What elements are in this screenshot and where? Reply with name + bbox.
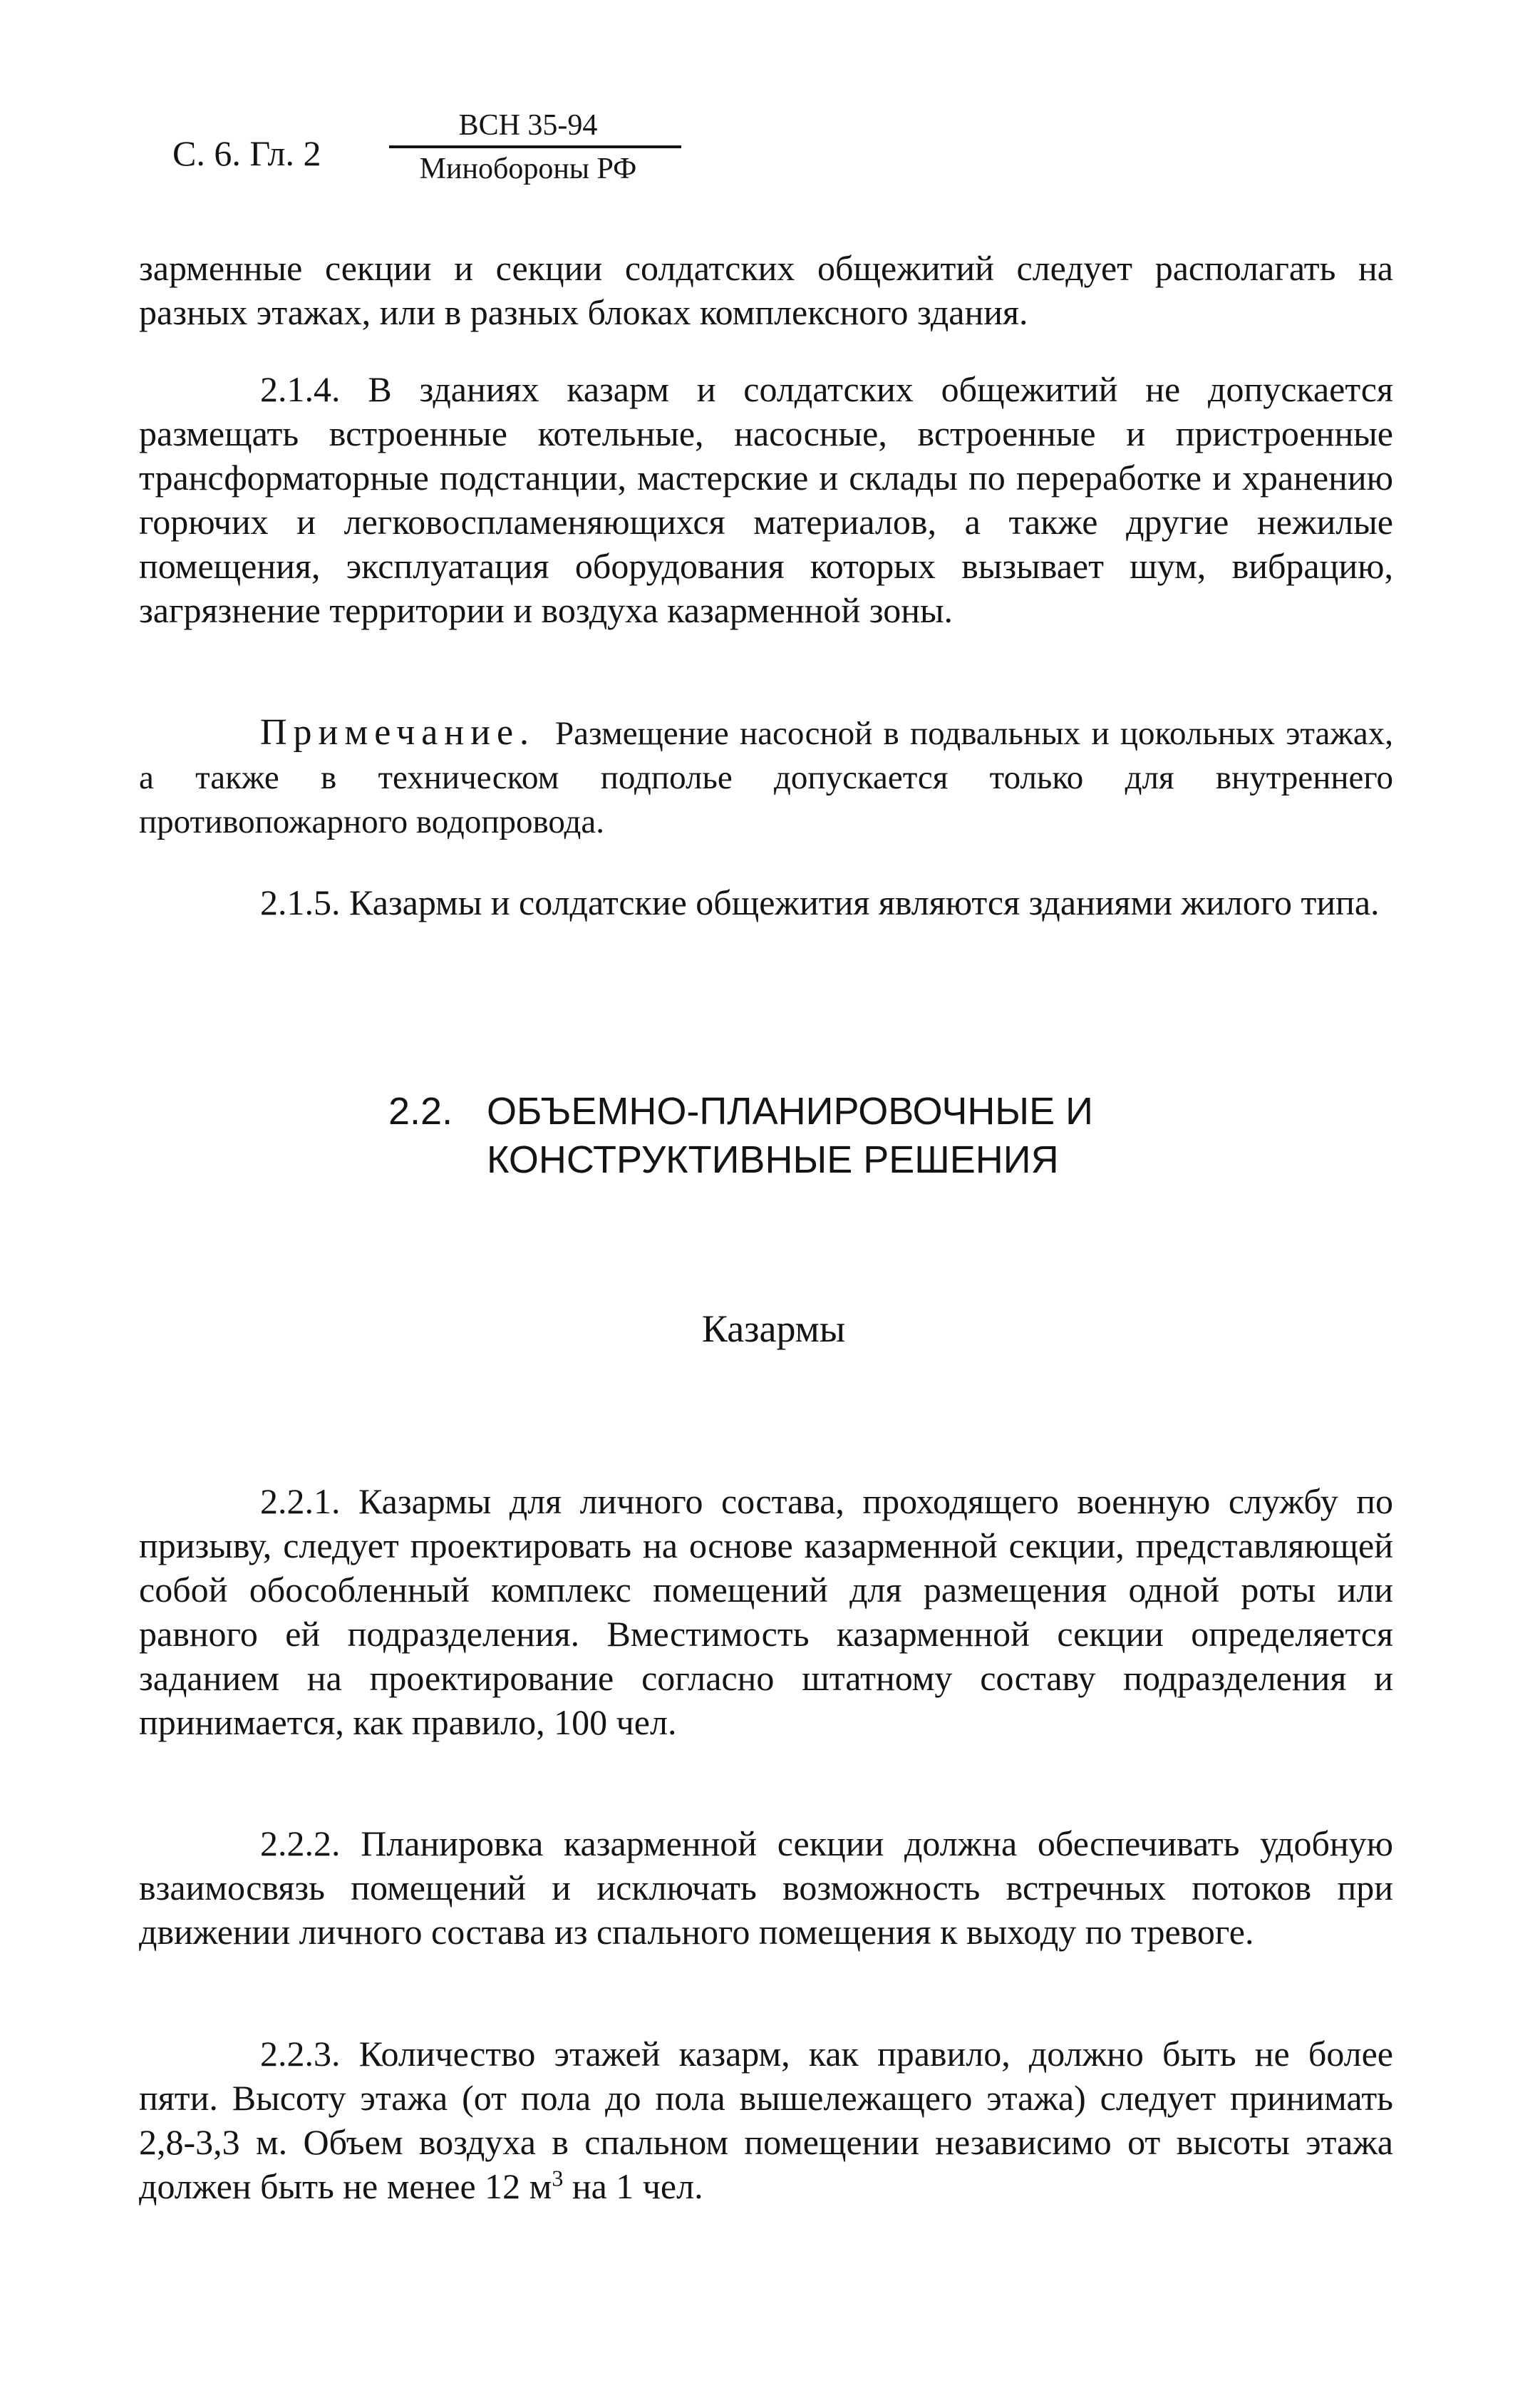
paragraph-2-2-3 bbox=[139, 2032, 1393, 2208]
document-code: ВСН 35-94 bbox=[458, 109, 598, 142]
section-title-line-1: ОБЪЕМНО-ПЛАНИРОВОЧНЫЕ И bbox=[487, 1090, 1093, 1133]
paragraph-2-2-2: 2.2.2. Планировка казарменной секции должна обеспечивать удобную взаимосвязь помещений и исключать возможность встречных потоков при движении личного состава из спального помещения к выходу по тревоге. bbox=[139, 1823, 1393, 1952]
note-label: Примечание. bbox=[260, 712, 536, 753]
paragraph-2-2-1: 2.2.1. Казармы для личного состава, проходящего военную службу по призыву, следует проектировать на основе казарменной секции, представляющей собой обособленный комплекс помещений для размещения одной роты или равного ей подразделения. Вместимость казарменной секции определяется заданием на проектирование согласно штатному составу подразделения и принимается, как правило, 100 чел. bbox=[139, 1481, 1393, 1742]
section-title-line-2: КОНСТРУКТИВНЫЕ РЕШЕНИЯ bbox=[487, 1138, 1059, 1181]
note-text: Размещение насосной в подвальных и цокольных этажах, а также в техническом подполье допускается только для внутреннего противопожарного водопровода. bbox=[139, 715, 1393, 840]
note-paragraph bbox=[139, 711, 1393, 844]
page-reference: С. 6. Гл. 2 bbox=[172, 133, 321, 173]
paragraph-continuation: зарменные секции и секции солдатских общежитий следует располагать на разных этажах, или в разных блоках комплексного здания. bbox=[139, 248, 1393, 332]
paragraph-2-1-4: 2.1.4. В зданиях казарм и солдатских общежитий не допускается размещать встроенные котельные, насосные, встроенные и пристроенные трансформаторные подстанции, мастерские и склады по переработке и хранению горючих и легковоспламеняющихся материалов, а также другие нежилые помещения, эксплуатация оборудования которых вызывает шум, вибрацию, загрязнение территории и воздуха казарменной зоны. bbox=[139, 369, 1393, 630]
cubic-superscript: 3 bbox=[552, 2165, 564, 2191]
document-designation bbox=[375, 105, 681, 190]
paragraph-2-1-5: 2.1.5. Казармы и солдатские общежития являются зданиями жилого типа. bbox=[260, 882, 1380, 922]
subheading-barracks: Казармы bbox=[701, 1307, 846, 1350]
paragraph-2-2-3-end: на 1 чел. bbox=[563, 2166, 703, 2206]
issuing-organization: Минобороны РФ bbox=[419, 153, 637, 185]
section-number: 2.2. bbox=[388, 1090, 453, 1133]
paragraph-2-2-3-body: 2.2.3. Количество этажей казарм, как правило, должно быть не более пяти. Высоту этажа (от пола до пола вышележащего этажа) следует принимать 2,8-3,3 м. Объем воздуха в спальном помещении независимо от высоты этажа должен быть не менее 12 м bbox=[139, 2034, 1393, 2206]
